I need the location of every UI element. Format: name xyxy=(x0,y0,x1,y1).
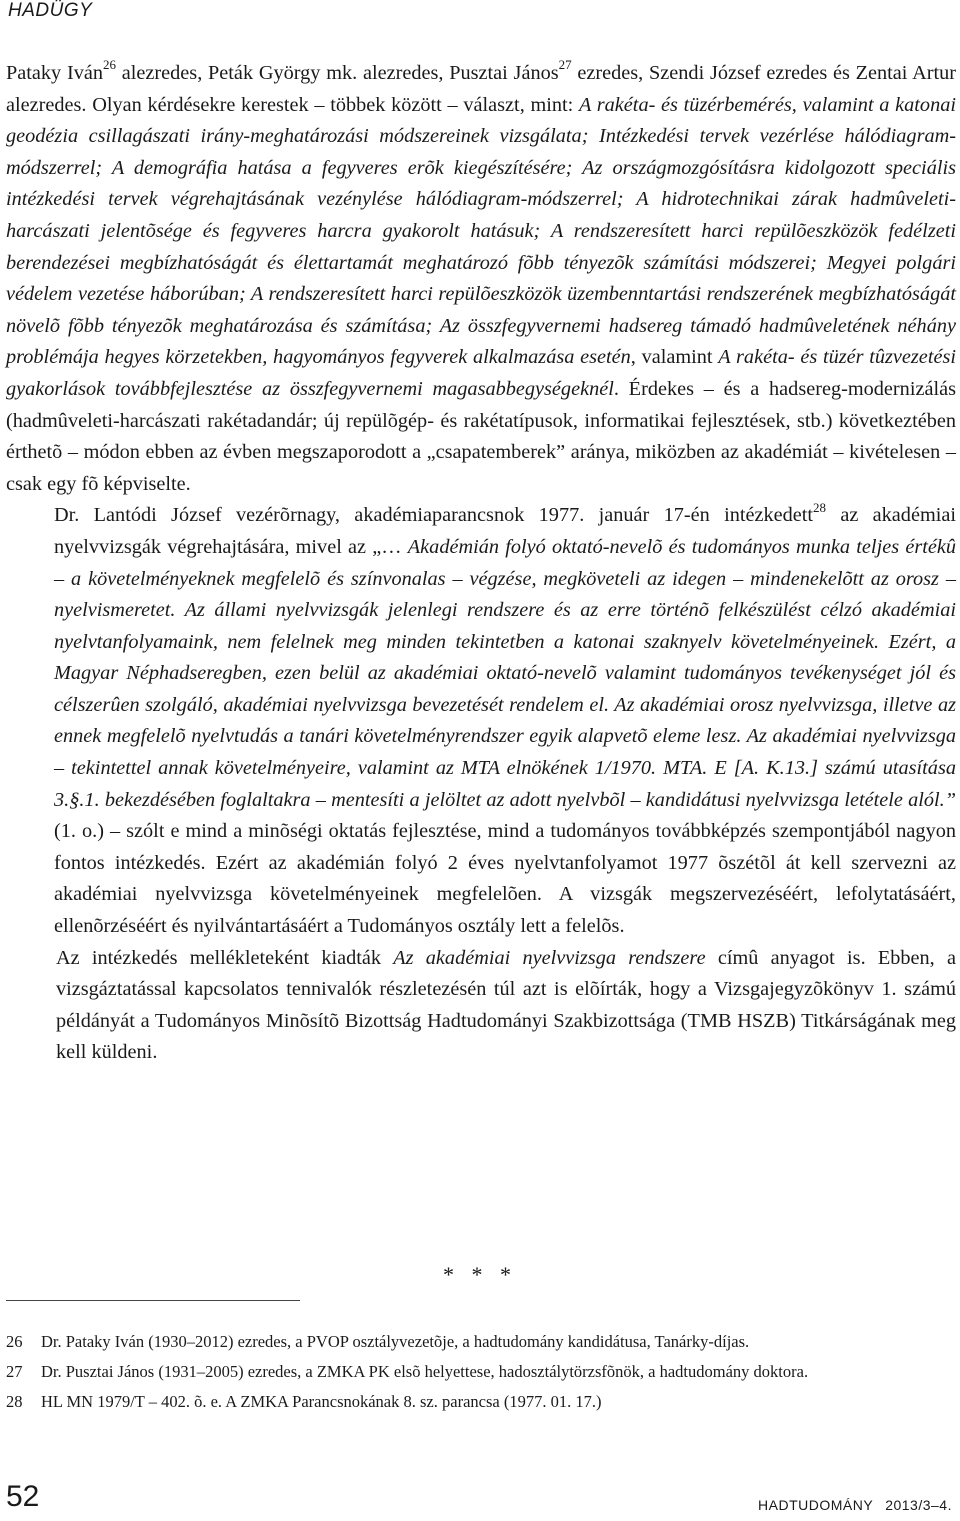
journal-footer xyxy=(758,1497,952,1513)
text-run: . Érdekes – és a hadsereg-modernizálás (hadmûveleti-harcászati rakétadandár; új repülõgép- és rakétatípusok, informatikai fejlesztések, stb.) következtében érthetõ – módon ebben az évben megszaporodott a „csapatemberek” aránya, miközben az akadémiát – kivételesen – csak egy fõ képviselte. xyxy=(6,377,956,495)
journal-title: HADTUDOMÁNY xyxy=(758,1497,874,1513)
text-run: ezredes, Szendi József ezredes és Zentai Artur alezredes. Olyan kérdésekre kerestek – többek között – választ, mint: xyxy=(6,62,956,116)
italic-run: A rakéta- és tüzér tûzvezetési gyakorlások továbbfejlesztése az összfegyvernemi magasabbegységeknél xyxy=(6,346,956,400)
italic-run: Az akadémiai nyelvvizsga rendszere xyxy=(393,946,706,969)
footnote-ref[interactable]: 26 xyxy=(103,57,116,73)
section-header: HADÜGY xyxy=(8,0,93,21)
text-run: (1. o.) – szólt e mind a minõségi oktatás fejlesztése, mind a tudományos továbbképzés szempontjából nagyon fontos intézkedés. Ezért az akadémián folyó 2 éves nyelvtanfolyamot 1977 õszétõl át kell szervezni az akadémiai nyelvvizsga követelményeinek megfelelõen. A vizsgák megszervezéséért, lefolytatásáért, ellenõrzéséért és nyilvántartásáért a Tudományos osztály lett a felelõs. xyxy=(54,820,956,938)
footnote-ref[interactable]: 27 xyxy=(558,57,572,73)
footnote-26 xyxy=(6,1330,956,1354)
article-body xyxy=(6,58,956,1069)
text-run: címû anyagot is. Ebben, a vizsgáztatással kapcsolatos tennivalók részletezésén túl azt is elõírták, hogy a Vizsgajegyzõkönyv 1. számú példányát a Tudományos Minõsítõ Bizottság Hadtudományi Szakbizottsága (TMB HSZB) Titkárságának meg kell küldeni. xyxy=(56,946,956,1064)
text-run: Pataky Iván xyxy=(6,62,103,84)
footnote-28 xyxy=(6,1390,956,1414)
footnote-number: 27 xyxy=(6,1362,23,1381)
text-run: az akadémiai nyelvvizsgák végrehajtására, mivel az „… xyxy=(54,504,956,558)
text-run: alezredes, Peták György mk. alezredes, Pusztai János xyxy=(116,62,559,84)
paragraph-2 xyxy=(6,500,956,942)
paragraph-1 xyxy=(6,58,956,500)
journal-issue: 2013/3–4. xyxy=(885,1497,952,1513)
italic-run: A rakéta- és tüzérbemérés, valamint a katonai geodézia csillagászati irány-meghatározási módszereinek vizsgálata; Intézkedési tervek vezérlése hálódiagram-módszerrel; A demográfia hatása a fegyveres erõk kiegészítésére; Az országmozgósításra kidolgozott speciális intézkedési tervek végrehajtásának vezénylése hálódiagram-módszerrel; A hidrotechnikai zárak hadmûveleti-harcászati jelentõsége és fegyveres harcra gyakorolt hatásuk; A rendszeresített harci repülõeszközök fedélzeti berendezései megbízhatóságát és élettartamát meghatározó fõbb tényezõk számítási módszerei; Megyei polgári védelem vezetése háborúban; A rendszeresített harci repülõeszközök üzembenntartási rendszerének megbízhatóságát növelõ fõbb tényezõk meghatározása és számítása; Az összfegyvernemi hadsereg támadó hadmûveletének néhány problémája hegyes körzetekben, hagyományos fegyverek alkalmazása esetén xyxy=(6,93,956,369)
footnote-text: HL MN 1979/T – 402. õ. e. A ZMKA Parancsnokának 8. sz. parancsa (1977. 01. 17.) xyxy=(41,1392,602,1411)
text-run: Az intézkedés mellékleteként kiadták xyxy=(56,946,394,969)
page-number: 52 xyxy=(6,1480,40,1513)
footnote-text: Dr. Pataky Iván (1930–2012) ezredes, a PVOP osztályvezetõje, a hadtudomány kandidátusa, Tanárky-díjas. xyxy=(41,1332,750,1351)
footnote-rule xyxy=(6,1300,300,1301)
footnote-27 xyxy=(6,1360,956,1384)
footnote-ref[interactable]: 28 xyxy=(813,499,827,515)
footnotes xyxy=(6,1330,956,1420)
text-run: , valamint xyxy=(630,346,719,369)
paragraph-3 xyxy=(6,943,956,1069)
italic-run: Akadémián folyó oktató-nevelõ és tudományos munka teljes értékû – a követelményeknek megfelelõ és színvonalas – végzése, megköveteli az idegen – mindenekelõtt az orosz – nyelvismeretet. Az állami nyelvvizsgák jelenlegi rendszere és az erre történõ felkészülést célzó akadémiai nyelvtanfolyamaink, nem felelnek meg minden tekintetben a katonai szaknyelv követelményeinek. Ezért, a Magyar Néphadseregben, ezen belül az akadémiai oktató-nevelõ valamint tudományos tevékenységet jól és célszerûen szolgáló, akadémiai nyelvvizsga bevezetését rendelem el. Az akadémiai orosz nyelvvizsga, illetve az ennek megfelelõ nyelvtudás a tanári követelményrendszer egyik alapvetõ eleme lesz. Az akadémiai nyelvvizsga – tekintettel annak követelményeire, valamint az MTA elnökének 1/1970. MTA. E [A. K.13.] számú utasítása 3.§.1. bekezdésében foglaltakra – mentesíti a jelöltet az adott nyelvbõl – kandidátusi nyelvvizsga letétele alól.” xyxy=(54,535,956,811)
text-run: Dr. Lantódi József vezérõrnagy, akadémiaparancsnok 1977. január 17-én intézkedett xyxy=(54,504,814,527)
footnote-number: 28 xyxy=(6,1392,23,1411)
section-separator: * * * xyxy=(443,1262,517,1287)
footnote-text: Dr. Pusztai János (1931–2005) ezredes, a ZMKA PK elsõ helyettese, hadosztálytörzsfõnök, a hadtudomány doktora. xyxy=(41,1362,809,1381)
footnote-number: 26 xyxy=(6,1332,23,1351)
